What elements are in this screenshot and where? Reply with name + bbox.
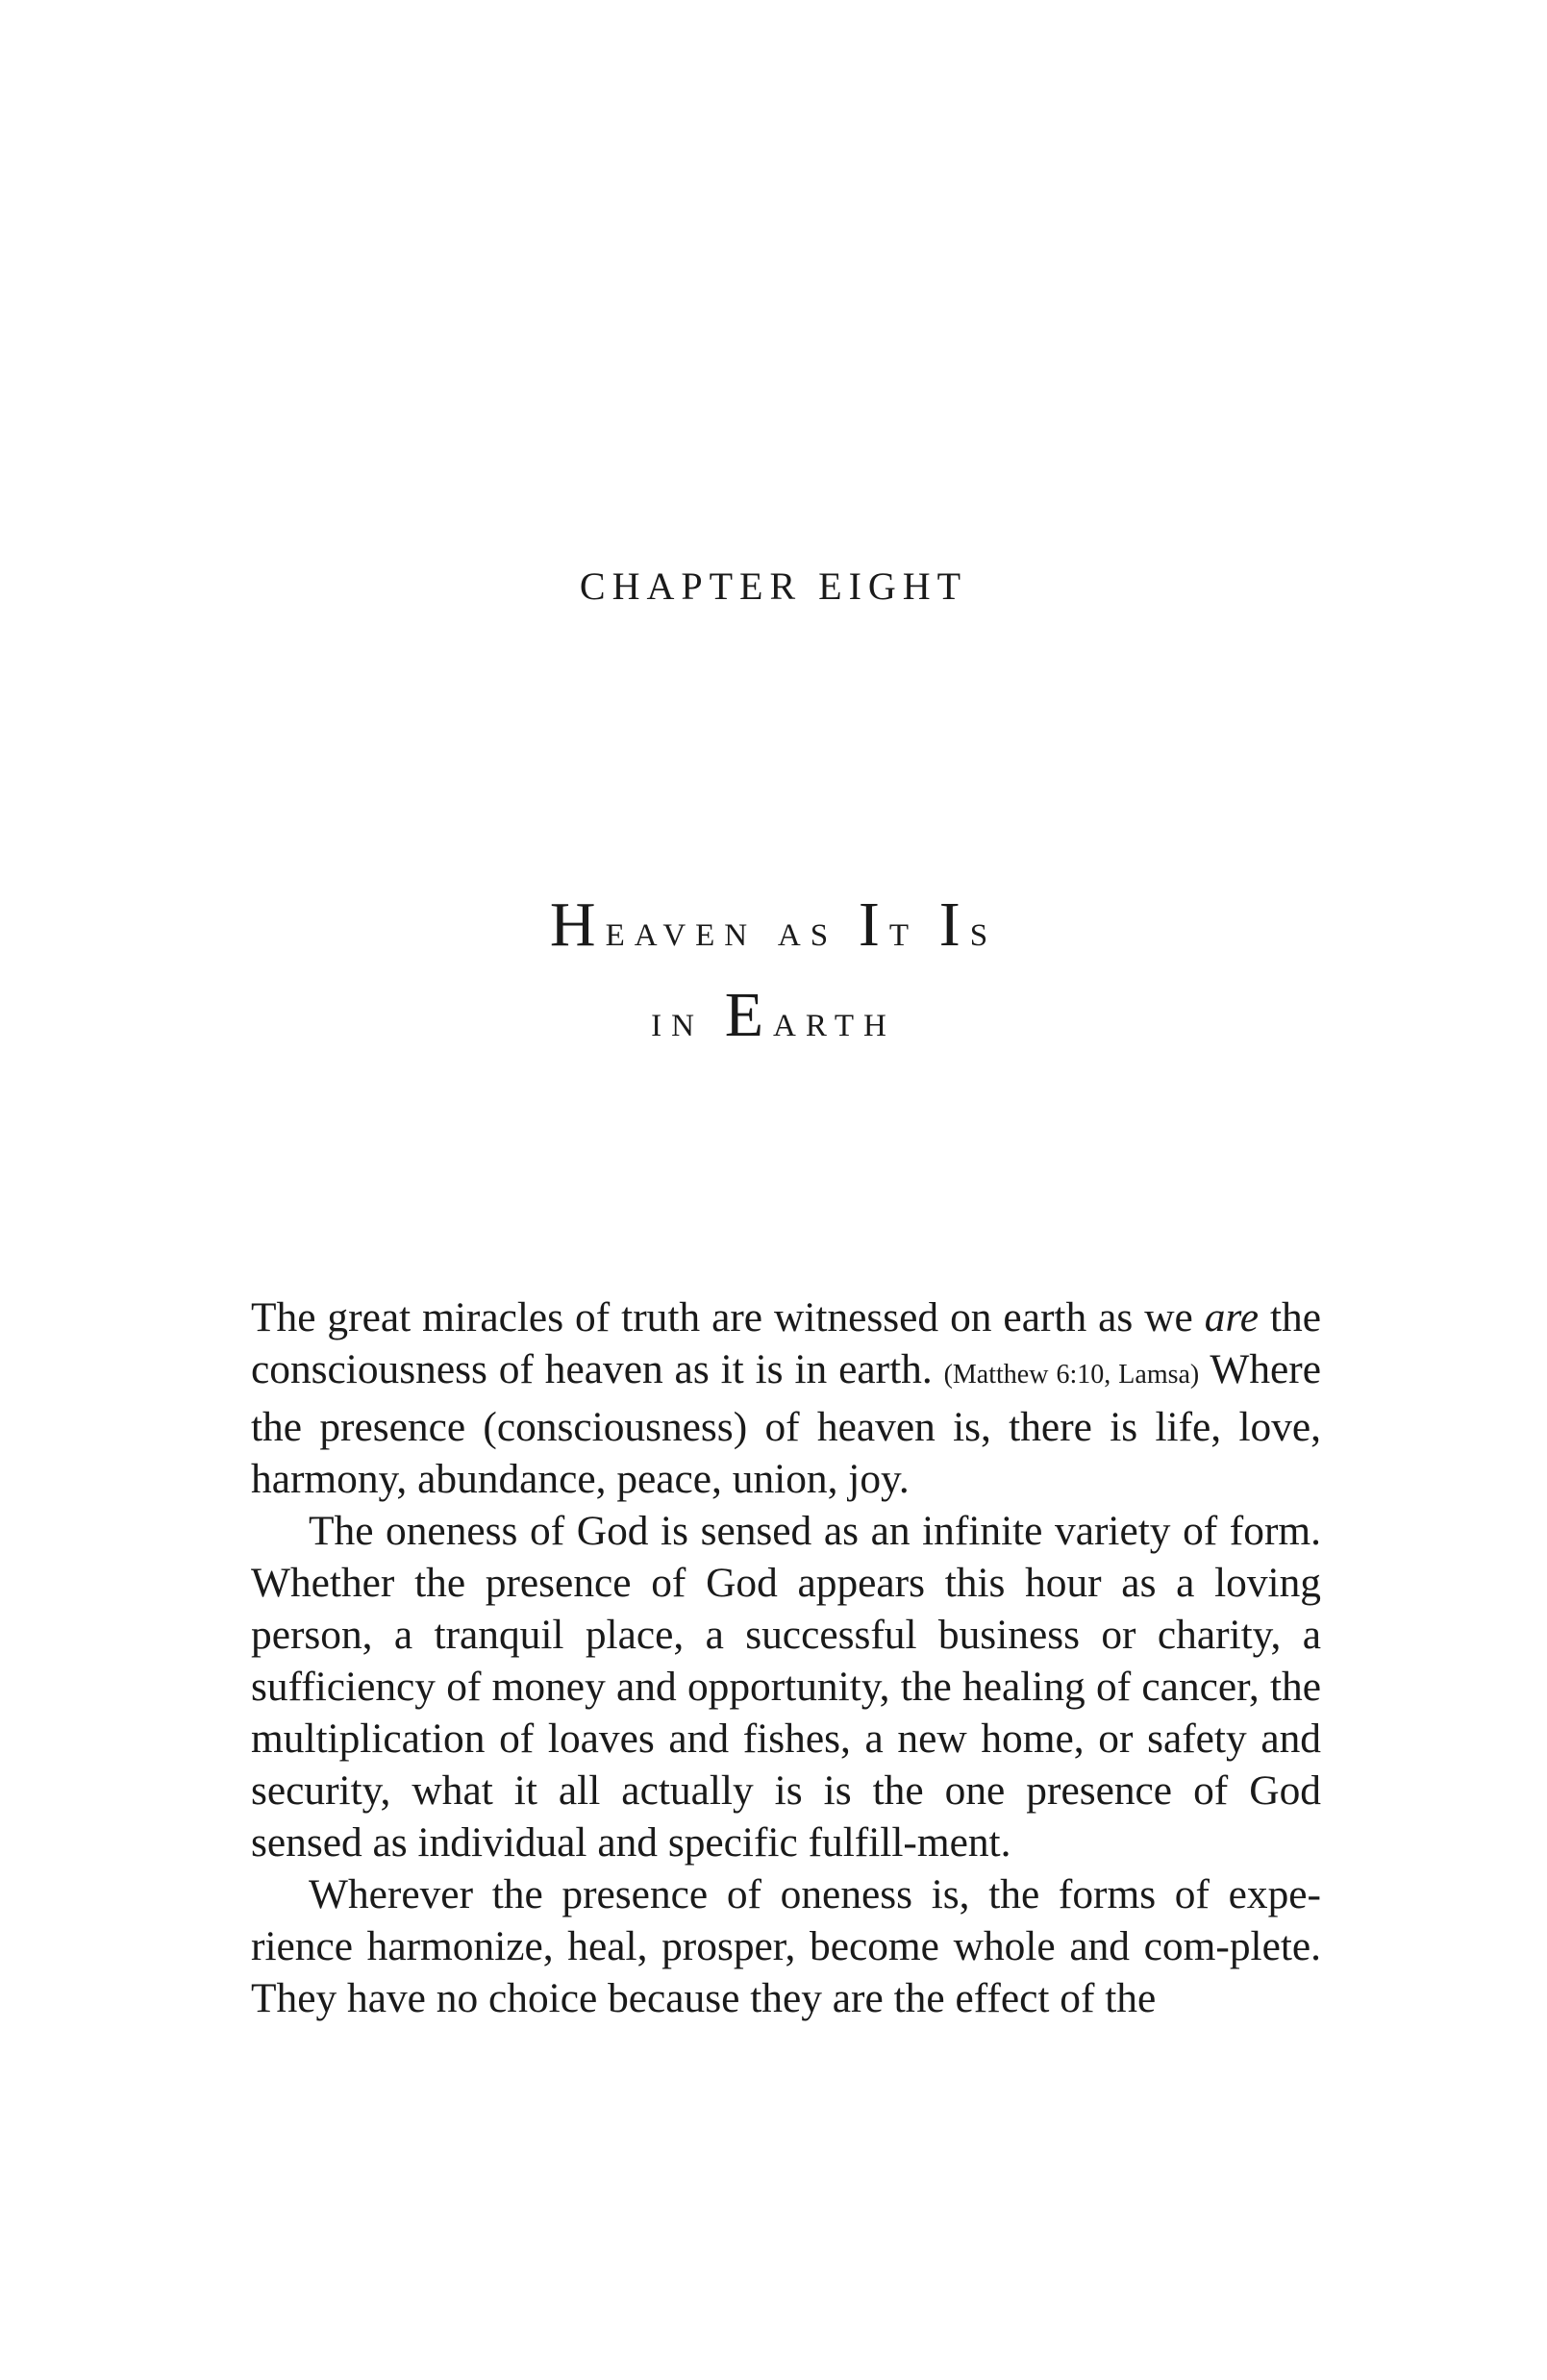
title-word-rest: s	[969, 906, 998, 956]
scripture-citation: (Matthew 6:10, Lamsa)	[943, 1360, 1200, 1390]
title-word-rest: arth	[773, 996, 896, 1046]
paragraph-text: the consciousness of heaven as it is in earth.	[251, 1294, 1322, 1392]
paragraph-2: The oneness of God is sensed as an infinite variety of form. Whether the presence of God appears this hour as a loving person, a tranquil place, a successful business or charity, a sufficiency of money and opportunity, the healing of cancer, the multiplication of loaves and fishes, a new home, or safety and security, what it all actually is is the one presence of God sensed as individual and specific fulfill-ment.	[251, 1508, 1321, 1866]
title-word-rest: eaven	[605, 906, 758, 956]
paragraph-text: Where the presence (consciousness) of heaven is, there is life, love, harmony, abundance, peace, union, joy.	[251, 1346, 1321, 1502]
title-word-rest: t	[888, 906, 918, 956]
chapter-title-line-2	[0, 973, 1547, 1064]
body-text	[251, 1291, 1321, 2024]
paragraph-3: Wherever the presence of oneness is, the forms of expe-rience harmonize, heal, prosper, become whole and com-plete. They have no choice because they are the effect of the	[251, 1871, 1321, 2021]
title-initial: E	[724, 980, 774, 1050]
paragraph-text: The great miracles of truth are witnessed on earth as we	[251, 1294, 1205, 1340]
paragraph-1	[251, 1291, 1321, 1505]
title-initial: H	[549, 889, 606, 960]
title-initial: I	[858, 889, 889, 960]
chapter-title-line-1	[0, 883, 1547, 973]
chapter-label: CHAPTER EIGHT	[579, 564, 968, 608]
title-word: in	[651, 996, 704, 1046]
title-word: as	[777, 906, 838, 956]
title-initial: I	[938, 889, 970, 960]
emphasis-text: are	[1204, 1294, 1260, 1340]
chapter-title	[0, 883, 1547, 1064]
